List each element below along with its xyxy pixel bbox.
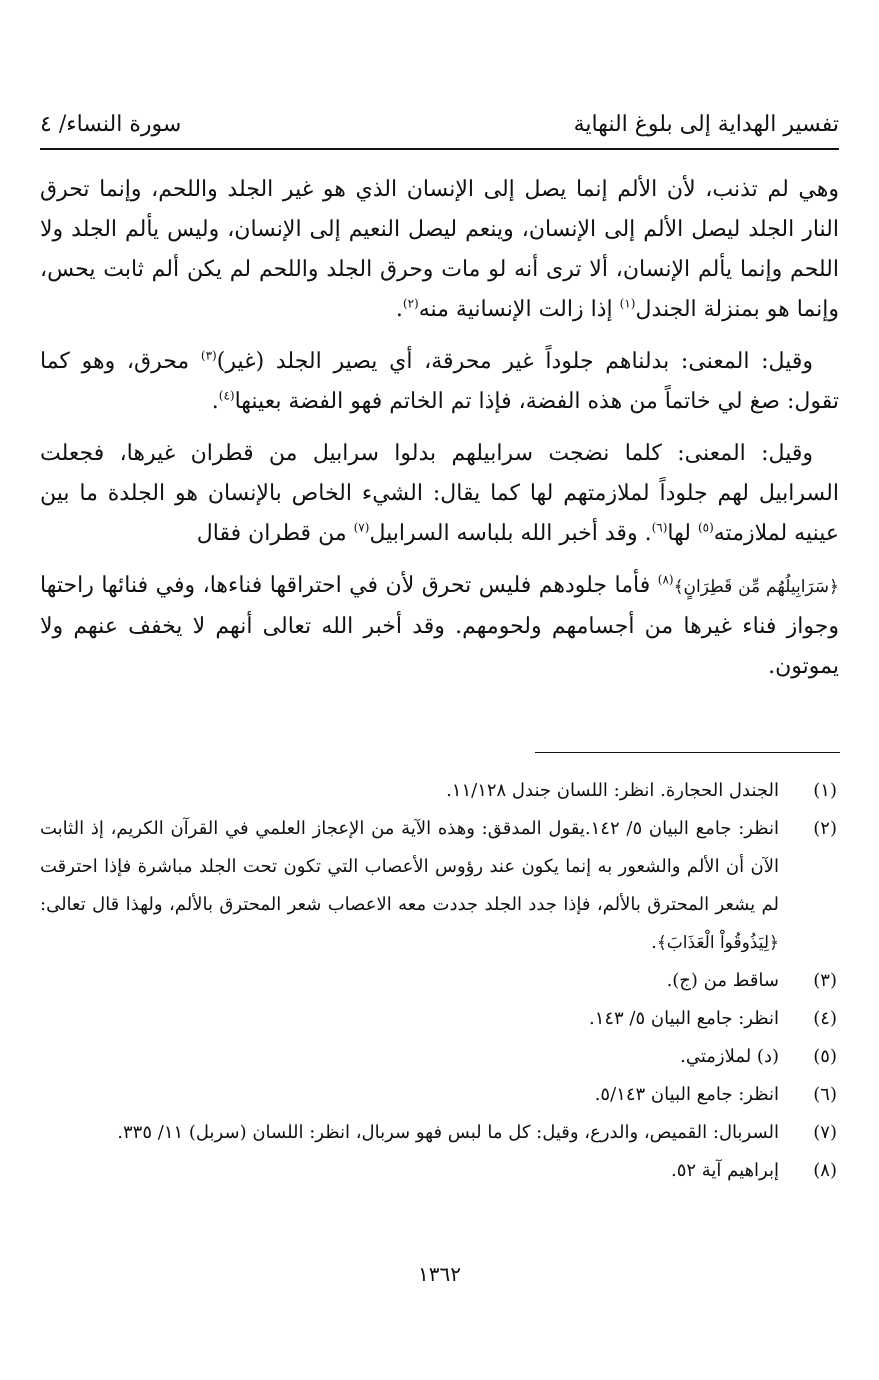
paragraph-1: وهي لم تذنب، لأن الألم إنما يصل إلى الإنسان الذي هو غير الجلد واللحم، وإنما تحرق النار الجلد ليصل الألم إلى الإنسان، وينعم ليصل النعيم إلى الإنسان، وليس يألم الجلد ولا اللحم وإنما يألم الإنسان، ألا ترى أنه لو مات وحرق الجلد واللحم لم يكن ألم ثابت يحس، وإنما هو بمنزلة الجندل$^{(١)}$ إذا زالت الإنسانية منه$^{(٢)}$. [40, 177, 839, 322]
footnote-text: (د) لملازمتي. [680, 1046, 779, 1067]
footnote-ref: (١) [619, 296, 636, 311]
quran-quote: ﴿لِيَذُوقُواْ الْعَذَابَ﴾ [656, 933, 779, 953]
paragraph-3: وقيل: المعنى: كلما نضجت سرابيلهم بدلوا سرابيل من قطران غيرها، فجعلت السرابيل لهم جلوداً لملازمتهم لها كما يقال: الشيء الخاص بالإنسان هو الجلدة ما بين عينيه لملازمته$^{(٥)}$ لها$^{(٦)}$. وقد أخبر الله بلباسه السرابيل$^{(٧)}$ من قطران فقال [40, 441, 839, 546]
footnote-number: (٨) [813, 1160, 837, 1181]
footnote-text: السربال: القميص، والدرع، وقيل: كل ما لبس فهو سربال، انظر: اللسان (سربل) ١١/ ٣٣٥. [117, 1122, 779, 1143]
footnote-ref: (٦) [651, 520, 668, 535]
footnote-item [40, 1152, 839, 1190]
running-header [40, 104, 839, 144]
footnote-number: (٣) [813, 970, 837, 991]
book-title: تفسير الهداية إلى بلوغ النهاية [573, 111, 839, 137]
footnote-text: انظر: جامع البيان ٥/ ١٤٣. [588, 1008, 779, 1029]
footnote-item [40, 1076, 839, 1114]
footnote-ref: (٣) [200, 348, 217, 363]
footnote-text: ساقط من (ج). [666, 970, 779, 991]
footnotes [40, 772, 839, 1190]
footnote-number: (٧) [813, 1122, 837, 1143]
footnote-item [40, 1114, 839, 1152]
footnote-item [40, 962, 839, 1000]
footnote-item [40, 1000, 839, 1038]
footnote-number: (٦) [813, 1084, 837, 1105]
footnote-number: (٤) [813, 1008, 837, 1029]
paragraph-4: ﴿سَرَابِيلُهُم مِّن قَطِرَانٍ﴾$^{(٨)}$ فأما جلودهم فليس تحرق لأن في احتراقها فناءها، وفي فنائها راحتها وجواز فناء غيرها من أجسامهم ولحومهم. وقد أخبر الله تعالى أنهم لا يخفف عنهم ولا يموتون. [40, 572, 840, 679]
footnote-ref: (٧) [353, 520, 370, 535]
footnote-number: (١) [813, 780, 837, 801]
footnote-ref: (٢) [402, 296, 419, 311]
footnote-text: إبراهيم آية ٥٢. [670, 1160, 779, 1181]
main-text [40, 170, 839, 699]
header-divider [40, 148, 839, 150]
page-number: ١٣٦٢ [418, 1262, 461, 1286]
surah-label: سورة النساء/ ٤ [40, 111, 182, 137]
footnote-ref: (٤) [218, 388, 235, 403]
footnote-ref: (٨) [657, 572, 674, 587]
quran-quote: ﴿سَرَابِيلُهُم مِّن قَطِرَانٍ﴾ [673, 577, 840, 597]
footnote-item [40, 810, 839, 962]
footnote-item [40, 1038, 839, 1076]
footnote-text: الجندل الحجارة. انظر: اللسان جندل ١١/١٢٨. [446, 780, 779, 801]
paragraph-2: وقيل: المعنى: بدلناهم جلوداً غير محرقة، أي يصير الجلد (غير)$^{(٣)}$ محرق، وهو كما تقول: صغ لي خاتماً من هذه الفضة، فإذا تم الخاتم فهو الفضة بعينها$^{(٤)}$. [40, 348, 839, 414]
footnote-ref: (٥) [697, 520, 714, 535]
footnote-divider [535, 752, 840, 753]
footnote-number: (٢) [813, 818, 837, 839]
footnote-item [40, 772, 839, 810]
footnote-text: انظر: جامع البيان ٥/١٤٣. [594, 1084, 779, 1105]
footnote-number: (٥) [813, 1046, 837, 1067]
footnote-text: انظر: جامع البيان ٥/ ١٤٢.يقول المدقق: وهذه الآية من الإعجاز العلمي في القرآن الكريم، إذ الثابت الآن أن الألم والشعور به إنما يكون عند رؤوس الأعصاب التي تكون تحت الجلد مباشرة فإذا احترقت لم يشعر المحترق بالألم، فإذا جدد الجلد جددت معه الاعصاب شعر المحترق بالألم، ولهذا قال تعالى: ﴿لِيَذُوقُواْ الْعَذَابَ﴾. [40, 818, 779, 953]
